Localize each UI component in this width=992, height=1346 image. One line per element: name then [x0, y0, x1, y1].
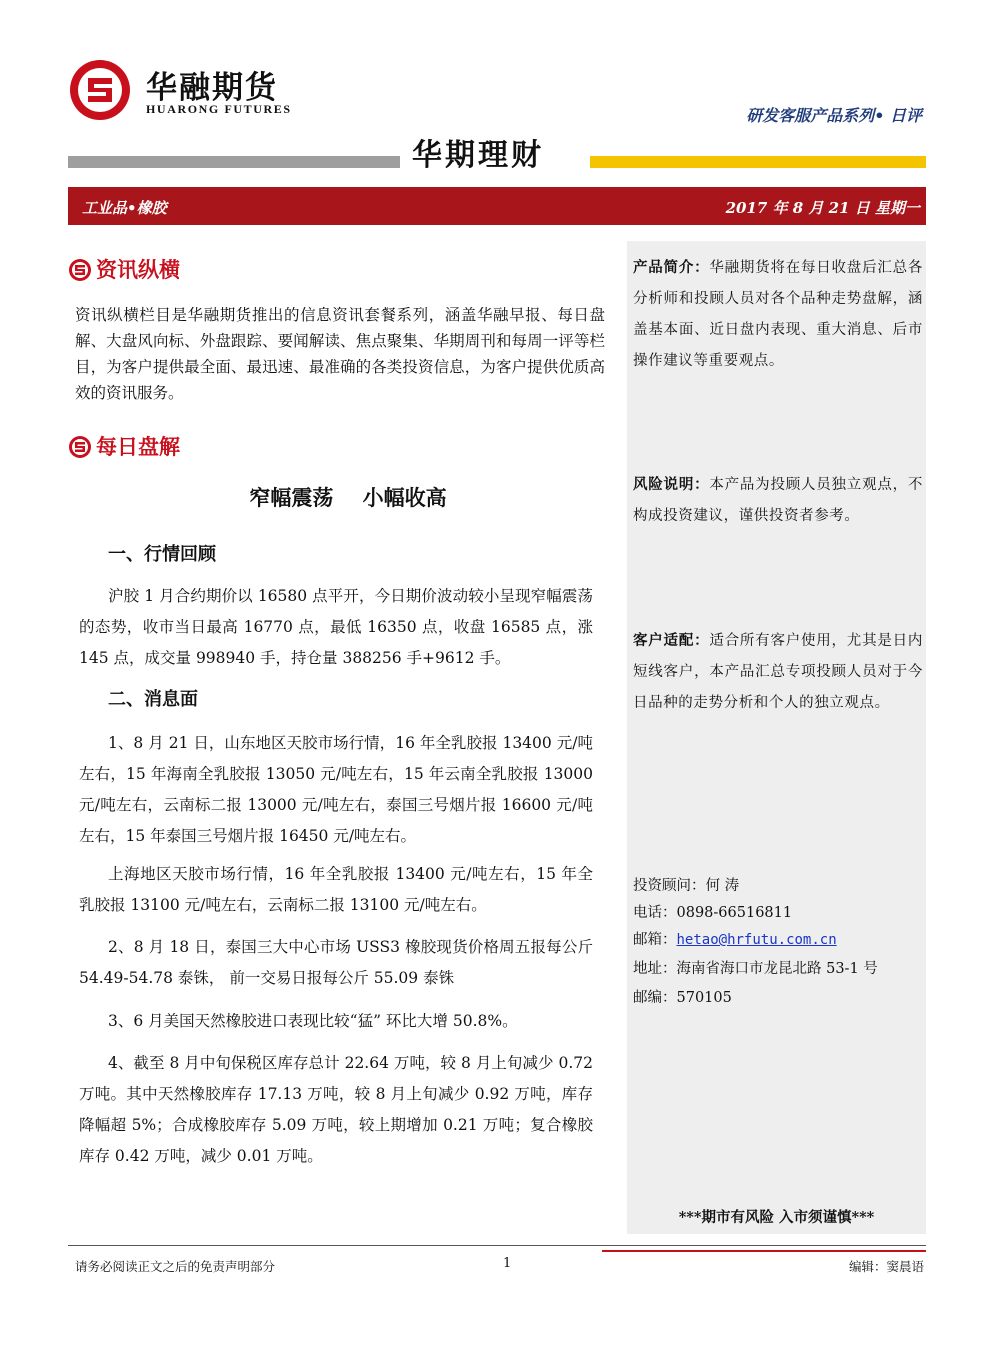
subheading-market-review: 一、行情回顾 — [108, 544, 216, 565]
contact-postcode: 邮编：570105 — [633, 990, 732, 1006]
risk-warning: ***期市有风险 入市须谨慎*** — [678, 1209, 875, 1226]
client-fit — [633, 625, 923, 719]
report-series: 研发客服产品系列• 日评 — [746, 106, 922, 125]
footer-disclaimer: 请务必阅读正文之后的免责声明部分 — [75, 1259, 276, 1274]
news-item-2: 2、8 月 18 日，泰国三大中心市场 USS3 橡胶现货价格周五报每公斤 54.49-54.78 泰铢， 前一交易日报每公斤 55.09 泰铢 — [79, 938, 593, 987]
page-title: 华期理财 — [412, 138, 544, 173]
product-intro-label: 产品简介： — [633, 259, 710, 276]
risk-note — [633, 469, 923, 532]
subheading-news: 二、消息面 — [108, 689, 198, 710]
logo-chinese-name: 华融期货 — [146, 70, 278, 106]
market-review-paragraph: 沪胶 1 月合约期价以 16580 点平开，今日期价波动较小呈现窄幅震荡的态势，收市当日最高 16770 点，最低 16350 点，收盘 16585 点，涨 145 点，成交量 998940 手，持仓量 388256 手+9612 手。 — [79, 587, 593, 667]
contact-email — [633, 926, 923, 955]
news-intro: 资讯纵横栏目是华融期货推出的信息资讯套餐系列，涵盖华融早报、每日盘解、大盘风向标、外盘跟踪、要闻解读、焦点聚集、华期周刊和每周一评等栏目，为客户提供最全面、最迅速、最准确的各类投资信息，为客户提供优质高效的资讯服务。 — [75, 306, 605, 402]
header-gray-bar — [68, 156, 400, 168]
contact-advisor: 投资顾问：何 涛 — [633, 878, 740, 894]
header-yellow-bar — [590, 156, 926, 168]
news-item-3: 3、6 月美国天然橡胶进口表现比较“猛” 环比大增 50.8%。 — [108, 1012, 518, 1030]
brand-icon — [68, 435, 92, 459]
news-item-1: 1、8 月 21 日，山东地区天胶市场行情，16 年全乳胶报 13400 元/吨左右，15 年海南全乳胶报 13050 元/吨左右，15 年云南全乳胶报 13000 元/吨左右，云南标二报 13000 元/吨左右，泰国三号烟片报 16600 元/吨左右，15 年泰国三号烟片报 16450 元/吨左右。 — [79, 734, 593, 845]
category-label: 工业品•橡胶 — [82, 199, 167, 217]
brand-icon — [68, 258, 92, 282]
footer-divider — [68, 1245, 926, 1246]
client-fit-label: 客户适配： — [633, 632, 710, 649]
huarong-logo-icon — [68, 58, 132, 122]
footer-editor: 编辑：窦晨语 — [848, 1259, 924, 1274]
product-intro-text: 华融期货将在每日收盘后汇总各分析师和投顾人员对各个品种走势盘解，涵盖基本面、近日盘内表现、重大消息、后市操作建议等重要观点。 — [633, 260, 923, 369]
logo-english-name: HUARONG FUTURES — [146, 102, 292, 116]
news-item-1b: 上海地区天胶市场行情，16 年全乳胶报 13400 元/吨左右，15 年全乳胶报 13100 元/吨左右，云南标二报 13100 元/吨左右。 — [79, 865, 593, 914]
contact-address: 地址：海南省海口市龙昆北路 53-1 号 — [633, 961, 878, 977]
risk-note-label: 风险说明： — [633, 476, 710, 493]
contact-email-link[interactable]: hetao@hrfutu.com.cn — [676, 932, 837, 948]
section-heading-daily-label: 每日盘解 — [96, 434, 180, 459]
article-title: 窄幅震荡 小幅收高 — [249, 486, 447, 510]
product-intro — [633, 252, 923, 377]
client-fit-text: 适合所有客户使用，尤其是日内短线客户，本产品汇总专项投顾人员对于今日品种的走势分析和个人的独立观点。 — [633, 633, 923, 711]
footer-red-line — [602, 1250, 926, 1252]
risk-note-text: 本产品为投顾人员独立观点，不构成投资建议，谨供投资者参考。 — [633, 477, 923, 524]
news-item-4: 4、截至 8 月中旬保税区库存总计 22.64 万吨，较 8 月上旬减少 0.72 万吨。其中天然橡胶库存 17.13 万吨，较 8 月上旬减少 0.92 万吨，库存降幅超 5%；合成橡胶库存 5.09 万吨，较上期增加 0.21 万吨；复合橡胶库存 0.42 万吨，减少 0.01 万吨。 — [79, 1054, 593, 1165]
contact-email-label: 邮箱： — [633, 932, 677, 948]
contact-phone: 电话：0898-66516811 — [633, 905, 793, 921]
report-date: 2017 年 8 月 21 日 星期一 — [725, 199, 920, 217]
sidebar-panel — [627, 241, 926, 1234]
page-number: 1 — [503, 1256, 512, 1271]
section-heading-news-label: 资讯纵横 — [96, 257, 180, 282]
